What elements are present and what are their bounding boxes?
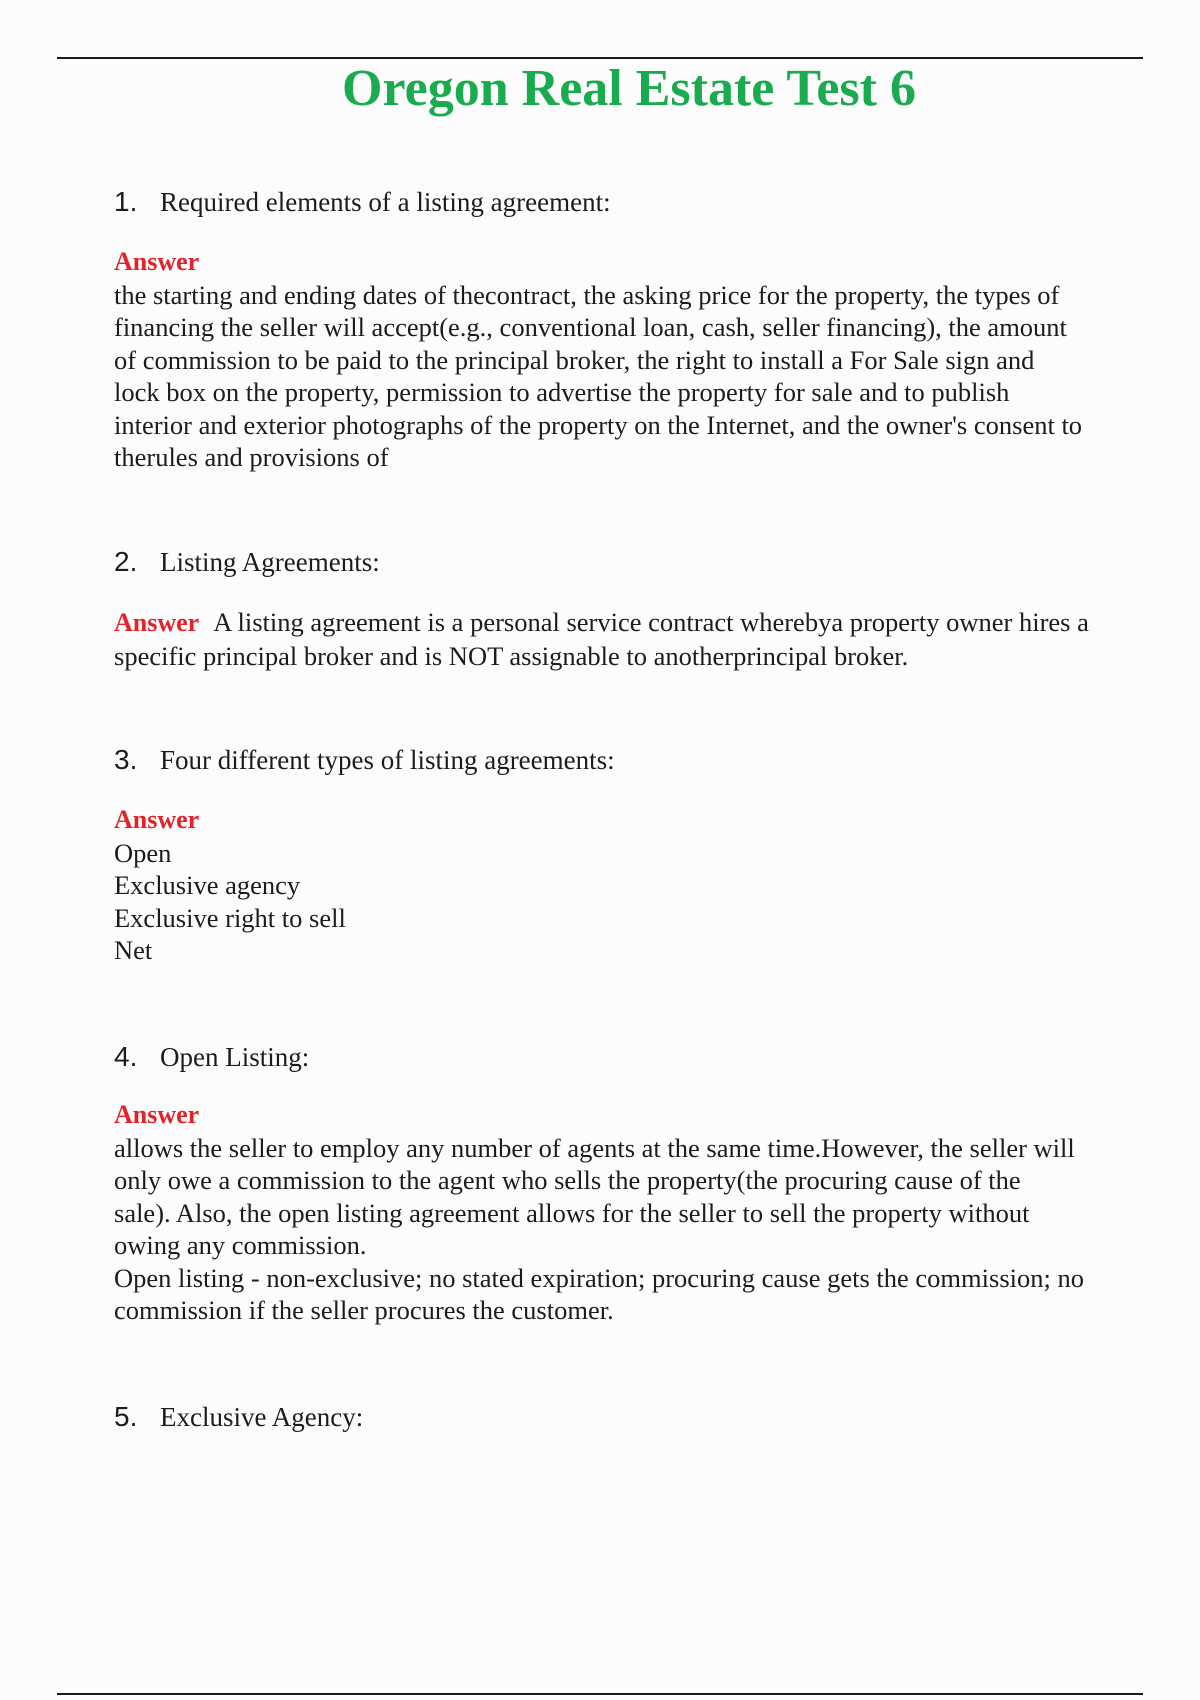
question-1 — [114, 185, 1144, 474]
answer-label: Answer — [114, 1100, 200, 1129]
answer-2 — [114, 606, 1144, 672]
question-number: 3. — [114, 744, 138, 775]
question-text: Open Listing: — [160, 1042, 310, 1072]
question-1-prompt-row — [114, 185, 1144, 219]
question-number: 5. — [114, 1401, 138, 1432]
answer-line: only owe a commission to the agent who sells the property(the procuring cause of the — [114, 1165, 1021, 1195]
question-number: 1. — [114, 186, 138, 217]
question-text: Four different types of listing agreements: — [160, 745, 615, 775]
question-2-prompt-row — [114, 545, 1144, 579]
answer-line: lock box on the property, permission to advertise the property for sale and to publish — [114, 377, 1010, 407]
answer-3 — [114, 804, 1144, 967]
answer-line: financing the seller will accept(e.g., conventional loan, cash, seller financing), the amount — [114, 312, 1067, 342]
question-number: 2. — [114, 546, 138, 577]
answer-line: allows the seller to employ any number of agents at the same time.However, the seller will — [114, 1132, 1075, 1163]
question-3 — [114, 743, 1144, 967]
question-3-prompt-row — [114, 743, 1144, 777]
question-4-prompt-row — [114, 1040, 1144, 1074]
answer-line: owing any commission. — [114, 1230, 367, 1260]
answer-4 — [114, 1099, 1144, 1327]
question-4 — [114, 1040, 1144, 1327]
answer-line: Open listing - non-exclusive; no stated expiration; procuring cause gets the commission; no — [114, 1262, 1084, 1293]
question-5 — [114, 1400, 1144, 1434]
question-2 — [114, 545, 1144, 672]
answer-line: Open — [114, 837, 172, 868]
answer-1 — [114, 246, 1144, 474]
answer-line: Exclusive right to sell — [114, 902, 346, 933]
answer-line: the starting and ending dates of thecontract, the asking price for the property, the types of — [114, 279, 1060, 310]
bottom-rule — [57, 1693, 1143, 1695]
question-text: Exclusive Agency: — [160, 1402, 364, 1432]
answer-line: specific principal broker and is NOT assignable to anotherprincipal broker. — [114, 640, 909, 671]
question-text: Required elements of a listing agreement: — [160, 187, 611, 217]
answer-line: interior and exterior photographs of the property on the Internet, and the owner's consent to — [114, 409, 1083, 440]
answer-label: Answer — [114, 608, 200, 637]
question-text: Listing Agreements: — [160, 547, 380, 577]
answer-line: Exclusive agency — [114, 870, 301, 900]
answer-line: of commission to be paid to the principal broker, the right to install a For Sale sign and — [114, 344, 1035, 375]
question-5-prompt-row — [114, 1400, 1144, 1434]
answer-line: Net — [114, 935, 153, 965]
answer-label: Answer — [114, 805, 200, 834]
question-number: 4. — [114, 1041, 138, 1072]
answer-line: commission if the seller procures the customer. — [114, 1295, 614, 1325]
answer-line: sale). Also, the open listing agreement allows for the seller to sell the property without — [114, 1197, 1030, 1228]
answer-line: therules and provisions of — [114, 442, 389, 472]
page-title: Oregon Real Estate Test 6 — [342, 60, 916, 117]
answer-label: Answer — [114, 247, 200, 276]
answer-line: A listing agreement is a personal service contract wherebya property owner hires a — [213, 607, 1089, 637]
